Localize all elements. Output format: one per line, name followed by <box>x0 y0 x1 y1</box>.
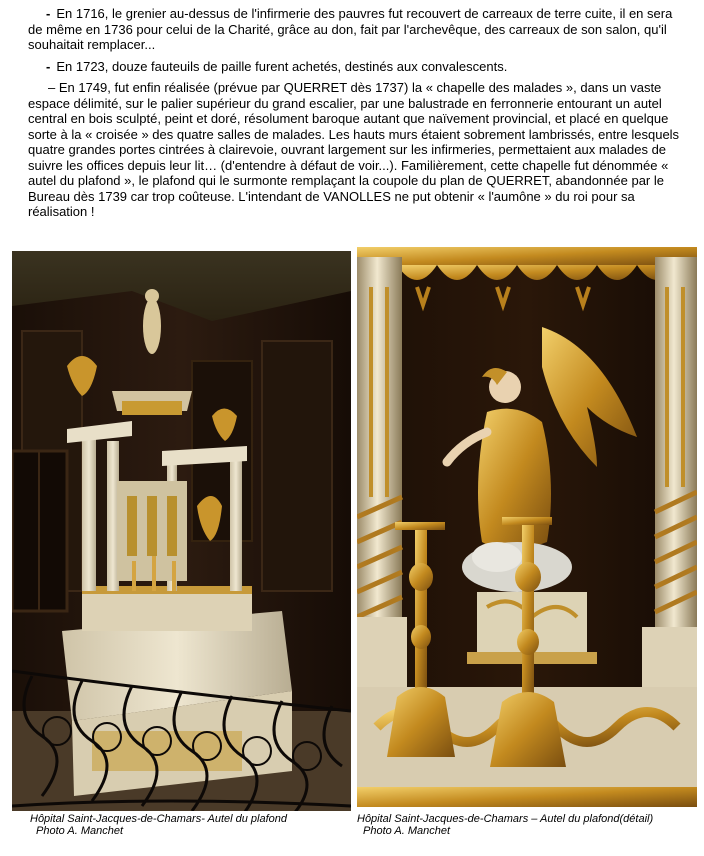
paragraph-1716 <box>28 6 682 53</box>
photo-caption-right <box>357 813 697 837</box>
altar-detail-photo <box>357 247 697 807</box>
paragraph-1749 <box>28 80 682 220</box>
article-text <box>28 6 682 226</box>
photo-caption-left <box>30 813 350 837</box>
caption-title: Hôpital Saint-Jacques-de-Chamars- Autel du plafond <box>30 813 288 825</box>
paragraph-text: En 1723, douze fauteuils de paille furent achetés, destinés aux convalescents. <box>56 58 508 74</box>
caption-credit: Photo A. Manchet <box>363 825 451 837</box>
bullet: - <box>46 6 51 21</box>
paragraph-text: En 1716, le grenier au-dessus de l'infirmerie des pauvres fut recouvert de carreaux de terre cuite, il en sera de même en 1736 pour celui de la Charité, grâce au don, fait par l'archevêque, des carreaux de son salon, qu'il souhaitait remplacer... <box>28 6 673 52</box>
caption-credit: Photo A. Manchet <box>36 825 124 837</box>
altar-photo <box>12 251 351 811</box>
caption-title: Hôpital Saint-Jacques-de-Chamars – Autel du plafond(détail) <box>357 813 654 825</box>
paragraph-1723 <box>28 59 682 75</box>
paragraph-text: – En 1749, fut enfin réalisée (prévue par QUERRET dès 1737) la « chapelle des malades », dans un vaste espace délimité, sur le palier supérieur du grand escalier, par une balustrade en ferronnerie entourant un autel central en bois sculpté, peint et doré, résolument baroque autant que naïvement provincial, et placé en quelque sorte à la « croisée » des quatre salles de malades. Les hauts murs étaient sobrement lambrissés, entre lesquels quatre grandes portes cintrées à clairevoie, ouvrant largement sur les infirmeries, permettaient aux malades de suivre les offices depuis leur lit… (d'entendre à défaut de voir...). Familièrement, cette chapelle fut dénommée « autel du plafond », le plafond qui le surmonte remplaçant la coupole du plan de QUERRET, abandonnée par le Bureau dès 1739 car trop coûteuse. L'intendant de VANOLLES ne put obtenir « l'aumône » du roi pour sa réalisation ! <box>28 80 680 219</box>
bullet: - <box>46 58 51 74</box>
